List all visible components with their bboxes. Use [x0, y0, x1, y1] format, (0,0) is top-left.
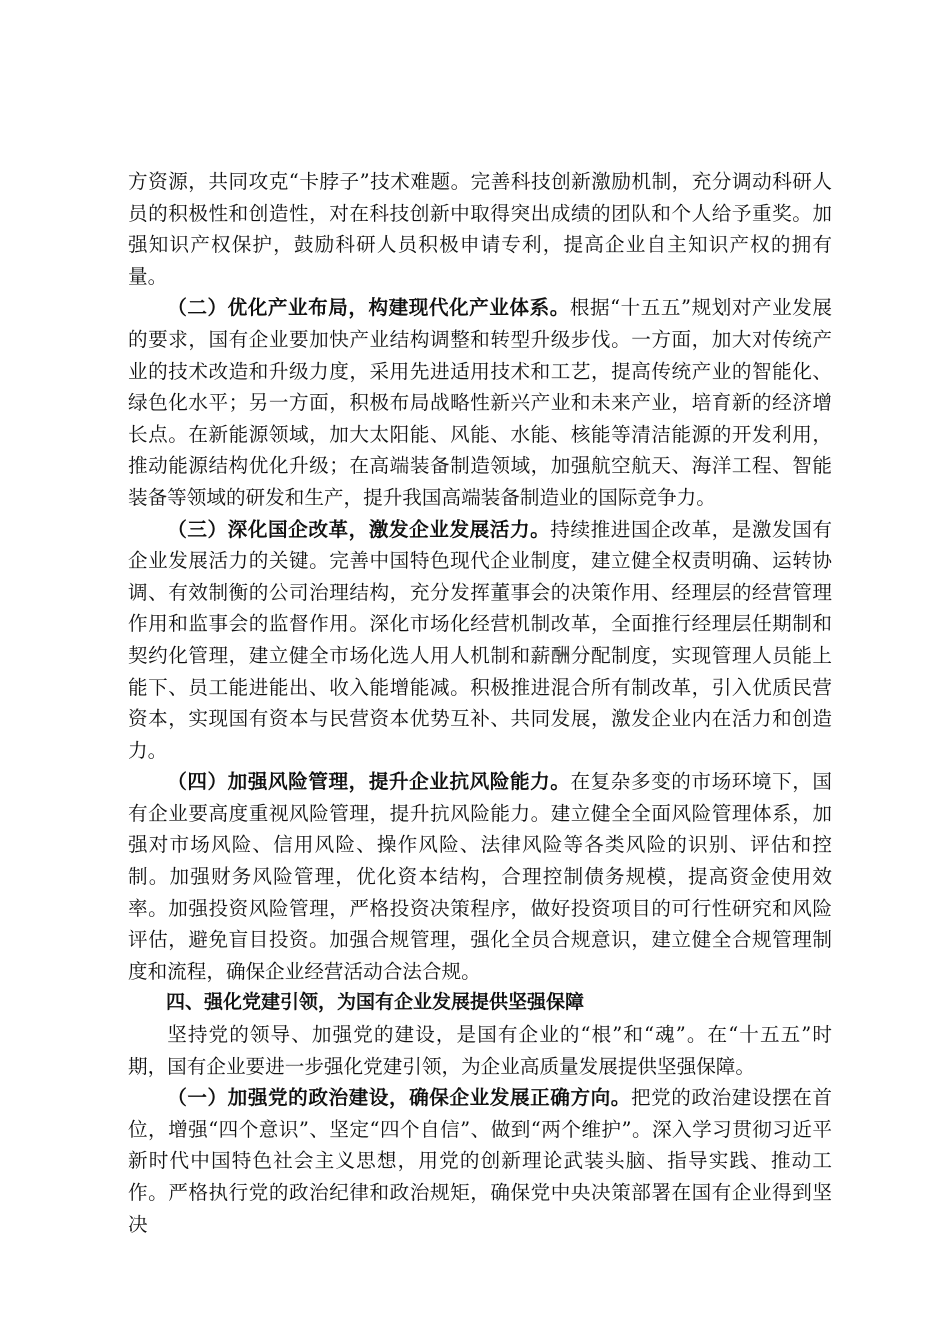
paragraph-text: 持续推进国企改革，是激发国有企业发展活力的关键。完善中国特色现代企业制度，建立健全权责明确、运转协调、有效制衡的公司治理结构，充分发挥董事会的决策作用、经理层的经营管理作用和监事会的监督作用。深化市场化经营机制改革，全面推行经理层任期制和契约化管理，建立健全市场化选人用人机制和薪酬分配制度，实现管理人员能上能下、员工能进能出、收入能增能减。积极推进混合所有制改革，引入优质民营资本，实现国有资本与民营资本优势互补、共同发展，激发企业内在活力和创造力。 [128, 517, 833, 762]
document-body [128, 166, 832, 1240]
paragraph-text: 根据“十五五”规划对产业发展的要求，国有企业要加快产业结构调整和转型升级步伐。一方面，加大对传统产业的技术改造和升级力度，采用先进适用技术和工艺，提高传统产业的智能化、绿色化水平；另一方面，积极布局战略性新兴产业和未来产业，培育新的经济增长点。在新能源领域，加大太阳能、风能、水能、核能等清洁能源的开发利用，推动能源结构优化升级；在高端装备制造领域，加强航空航天、海洋工程、智能装备等领域的研发和生产，提升我国高端装备制造业的国际竞争力。 [128, 296, 833, 509]
paragraph-continuation [128, 166, 832, 292]
paragraph-text: 坚持党的领导、加强党的建设，是国有企业的“根”和“魂”。在“十五五”时期，国有企业要进一步强化党建引领，为企业高质量发展提供坚强保障。 [128, 1023, 832, 1078]
paragraph-lead: （二）优化产业布局，构建现代化产业体系。 [167, 296, 570, 320]
paragraph-lead: （四）加强风险管理，提升企业抗风险能力。 [167, 770, 571, 794]
paragraph-lead: （三）深化国企改革，激发企业发展活力。 [167, 517, 551, 541]
paragraph-text: 在复杂多变的市场环境下，国有企业要高度重视风险管理，提升抗风险能力。建立健全全面风险管理体系，加强对市场风险、信用风险、操作风险、法律风险等各类风险的识别、评估和控制。加强财务风险管理，优化资本结构，合理控制债务规模，提高资金使用效率。加强投资风险管理，严格投资决策程序，做好投资项目的可行性研究和风险评估，避免盲目投资。加强合规管理，强化全员合规意识，建立健全合规管理制度和流程，确保企业经营活动合法合规。 [128, 770, 833, 983]
section-heading: 四、强化党建引领，为国有企业发展提供坚强保障 [166, 991, 585, 1014]
paragraph-lead: （一）加强党的政治建设，确保企业发展正确方向。 [167, 1086, 631, 1110]
paragraph-text: 方资源，共同攻克“卡脖子”技术难题。完善科技创新激励机制，充分调动科研人员的积极性和创造性，对在科技创新中取得突出成绩的团队和个人给予重奖。加强知识产权保护，鼓励科研人员积极申请专利，提高企业自主知识产权的拥有量。 [128, 170, 832, 288]
paragraph-political-construction [128, 1082, 832, 1240]
paragraph-soe-reform [128, 514, 832, 767]
paragraph-party-intro [128, 1019, 832, 1082]
paragraph-risk-management [128, 766, 832, 987]
paragraph-text: 把党的政治建设摆在首位，增强“四个意识”、坚定“四个自信”、做到“两个维护”。深入学习贯彻习近平新时代中国特色社会主义思想，用党的创新理论武装头脑、指导实践、推动工作。严格执行党的政治纪律和政治规矩，确保党中央决策部署在国有企业得到坚决 [128, 1086, 833, 1236]
paragraph-industry-layout [128, 292, 832, 513]
